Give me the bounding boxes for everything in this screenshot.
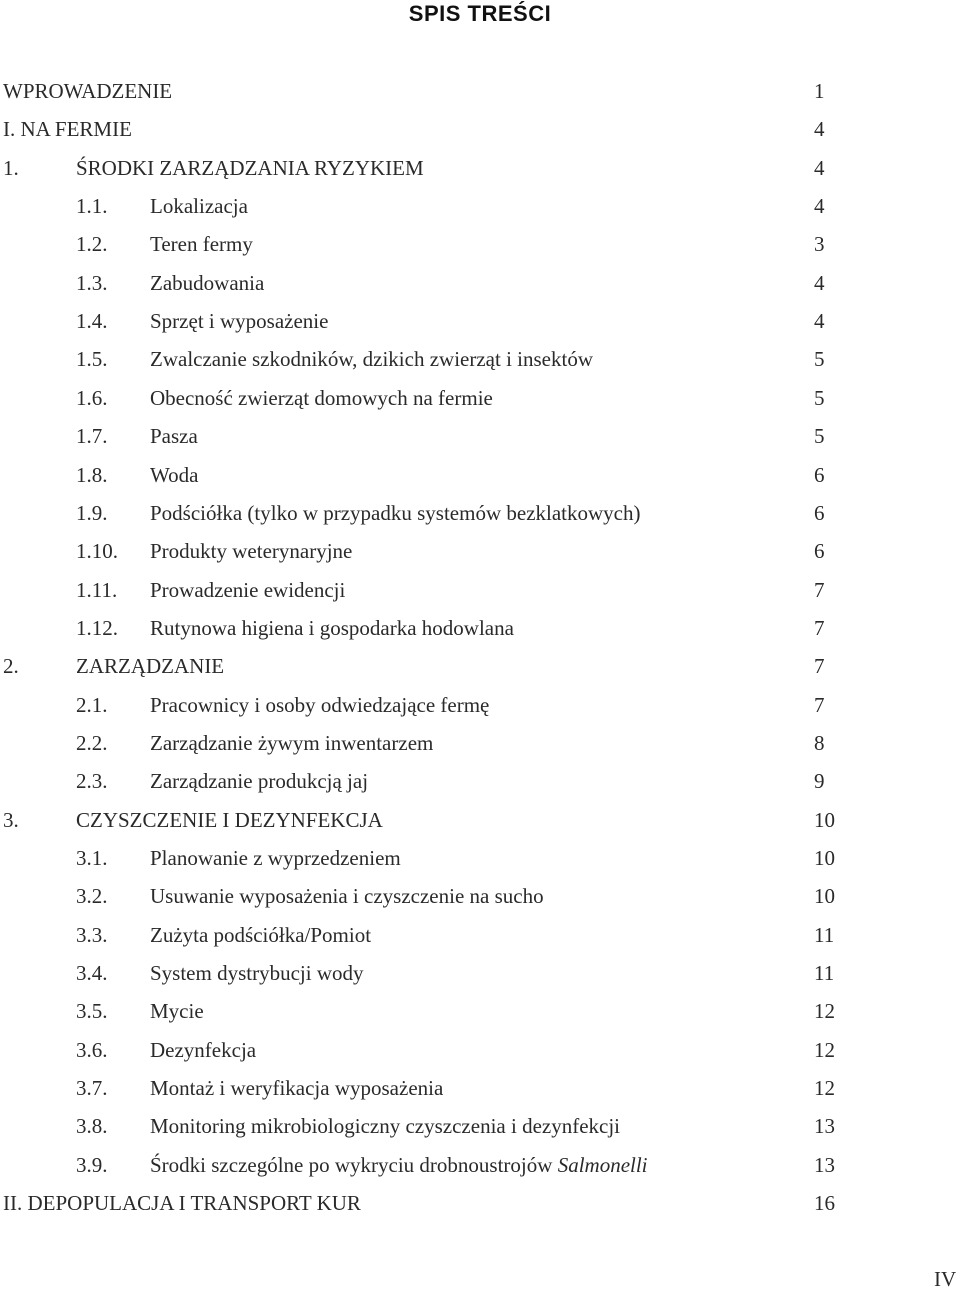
toc-entry[interactable] [0,225,960,263]
toc-entry-number: 1.3. [76,271,108,295]
toc-entry-label-text: Mycie [150,999,204,1023]
toc-entry-label [150,724,433,762]
toc-entry[interactable] [0,916,960,954]
toc-entry[interactable] [0,762,960,800]
toc-entry[interactable] [0,110,960,148]
toc-entry-number: 3.2. [76,884,108,908]
toc-entry-number: 3.6. [76,1038,108,1062]
toc-entry-label [3,1184,361,1222]
toc-entry[interactable] [0,1184,960,1222]
toc-entry-label-text: Produkty weterynaryjne [150,539,353,563]
toc-entry-label [3,110,132,148]
toc-entry-number: 1.8. [76,463,108,487]
toc-entry[interactable] [0,1031,960,1069]
toc-entry[interactable] [0,1069,960,1107]
toc-entry[interactable] [0,801,960,839]
toc-entry-label-text: Prowadzenie ewidencji [150,578,346,602]
toc-entry-number: 1.11. [76,578,118,602]
toc-entry-page: 6 [814,501,825,525]
toc-entry[interactable] [0,647,960,685]
toc-entry[interactable] [0,187,960,225]
toc-entry-page: 5 [814,347,825,371]
toc-entry-label-text: WPROWADZENIE [3,79,173,103]
toc-entry-page: 11 [814,923,835,947]
toc-entry-label-text: Lokalizacja [150,194,248,218]
toc-entry-number: 1.12. [76,616,118,640]
toc-entry-page: 4 [814,271,825,295]
toc-entry[interactable] [0,609,960,647]
toc-entry-page: 7 [814,616,825,640]
toc-entry-page: 16 [814,1191,835,1215]
toc-entry-label [150,1031,256,1069]
toc-entry-number: 1.2. [76,232,108,256]
toc-entry[interactable] [0,571,960,609]
toc-entry-label [150,379,493,417]
toc-entry-label [150,532,352,570]
toc-entry-number: 1.6. [76,386,108,410]
toc-entry-page: 11 [814,961,835,985]
toc-entry-page: 4 [814,309,825,333]
toc-entry[interactable] [0,877,960,915]
toc-entry[interactable] [0,1107,960,1145]
toc-entry[interactable] [0,686,960,724]
toc-entry-number: 2. [3,654,19,678]
toc-entry[interactable] [0,724,960,762]
toc-entry-number: 3.5. [76,999,108,1023]
toc-entry-label [150,187,248,225]
toc-entry-page: 5 [814,424,825,448]
toc-entry-page: 13 [814,1153,835,1177]
toc-entry-number: 3.4. [76,961,108,985]
toc-entry-label-text: Zarządzanie produkcją jaj [150,769,369,793]
toc-entry[interactable] [0,992,960,1030]
toc-entry-number: 1.7. [76,424,108,448]
toc-entry-page: 10 [814,808,835,832]
toc-entry-label-text: Pasza [150,424,198,448]
toc-entry-label-text: Obecność zwierząt domowych na fermie [150,386,493,410]
toc-entry-label-text: Środki szczególne po wykryciu drobnoustrojów [150,1153,553,1177]
toc-entry-number: 1.5. [76,347,108,371]
toc-entry-page: 4 [814,194,825,218]
toc-entry-label [150,839,401,877]
toc-entry-label-text: Sprzęt i wyposażenie [150,309,329,333]
toc-entry-label-text: I. NA FERMIE [3,117,132,141]
toc-entry-label [150,340,593,378]
toc-entry-page: 12 [814,999,835,1023]
page-number: IV [934,1267,957,1291]
toc-entry-label [76,801,383,839]
toc-entry-number: 1.9. [76,501,108,525]
toc-entry-page: 9 [814,769,825,793]
toc-entry-number: 1.1. [76,194,108,218]
toc-entry-page: 5 [814,386,825,410]
toc-entry-label [150,456,198,494]
toc-entry-label [150,877,544,915]
toc-entry-label-text: CZYSZCZENIE I DEZYNFEKCJA [76,808,383,832]
toc-entry[interactable] [0,264,960,302]
toc-entry[interactable] [0,1146,960,1184]
toc-entry-label-text: Woda [150,463,199,487]
toc-entry[interactable] [0,839,960,877]
toc-entry-label [150,762,368,800]
toc-entry-label [150,992,204,1030]
toc-entry-number: 3.8. [76,1114,108,1138]
toc-entry-page: 13 [814,1114,835,1138]
toc-entry[interactable] [0,954,960,992]
toc-entry-label [3,72,172,110]
toc-entry-label-text: Monitoring mikrobiologiczny czyszczenia i dezynfekcji [150,1114,621,1138]
toc-entry-label-text: Zarządzanie żywym inwentarzem [150,731,434,755]
toc-entry-label-text: Dezynfekcja [150,1038,257,1062]
toc-entry-label-text: System dystrybucji wody [150,961,364,985]
toc-entry[interactable] [0,456,960,494]
toc-entry-page: 3 [814,232,825,256]
toc-entry[interactable] [0,340,960,378]
toc-entry-label [150,916,371,954]
toc-entry-page: 7 [814,654,825,678]
toc-entry-label-text: Zabudowania [150,271,265,295]
toc-entry[interactable] [0,494,960,532]
toc-entry[interactable] [0,532,960,570]
toc-entry-page: 7 [814,693,825,717]
toc-entry-number: 3.3. [76,923,108,947]
toc-entry-label [150,571,345,609]
toc-entry-label-text: Pracownicy i osoby odwiedzające fermę [150,693,490,717]
toc-entry-label-text: Rutynowa higiena i gospodarka hodowlana [150,616,514,640]
toc-entry-number: 3.7. [76,1076,108,1100]
toc-entry-page: 1 [814,79,825,103]
toc-entry-label [76,149,424,187]
toc-entry-label [150,954,364,992]
toc-entry-label-text: Montaż i weryfikacja wyposażenia [150,1076,444,1100]
toc-entry[interactable] [0,417,960,455]
toc-entry-label-text: Teren fermy [150,232,253,256]
toc-entry[interactable] [0,149,960,187]
toc-entry-label [150,264,264,302]
toc-entry[interactable] [0,379,960,417]
toc-entry-page: 10 [814,846,835,870]
toc-entry-page: 12 [814,1076,835,1100]
toc-entry-number: 1. [3,156,19,180]
toc-entry-label [150,1107,620,1145]
toc-entry-page: 6 [814,539,825,563]
toc-entry-page: 6 [814,463,825,487]
toc-entry-label-text: Planowanie z wyprzedzeniem [150,846,401,870]
toc-entry-label [150,609,514,647]
toc-entry-label-text: Usuwanie wyposażenia i czyszczenie na sucho [150,884,544,908]
toc-entry-number: 1.10. [76,539,118,563]
toc-entry-label [150,1069,443,1107]
toc-entry-label [150,494,641,532]
toc-entry-label-text: Zużyta podściółka/Pomiot [150,923,372,947]
toc-entry-label-text: ŚRODKI ZARZĄDZANIA RYZYKIEM [76,156,424,180]
toc-entry-number: 2.2. [76,731,108,755]
toc-entry-label [76,647,224,685]
toc-entry-label [150,302,328,340]
toc-entry-number: 3.9. [76,1153,108,1177]
toc-entry-number: 3. [3,808,19,832]
toc-entry-label-text: Podściółka (tylko w przypadku systemów bezklatkowych) [150,501,641,525]
toc-entry-label-text: II. DEPOPULACJA I TRANSPORT KUR [3,1191,361,1215]
toc-entry-label [150,225,253,263]
toc-entry-page: 4 [814,117,825,141]
toc-entry[interactable] [0,72,960,110]
toc-entry-label [150,686,489,724]
toc-entry-label [150,417,198,455]
toc-entry-page: 7 [814,578,825,602]
toc-entry-number: 2.3. [76,769,108,793]
toc-entry-number: 2.1. [76,693,108,717]
toc-entry-number: 3.1. [76,846,108,870]
toc-entry-label-text: ZARZĄDZANIE [76,654,225,678]
toc-entry-label-text: Zwalczanie szkodników, dzikich zwierząt i insektów [150,347,593,371]
toc-entry-page: 10 [814,884,835,908]
toc-entry-label [150,1146,648,1184]
toc-entry[interactable] [0,302,960,340]
toc-entry-page: 8 [814,731,825,755]
toc-entry-page: 4 [814,156,825,180]
page-title: SPIS TREŚCI [408,1,552,26]
toc-entry-page: 12 [814,1038,835,1062]
toc-entry-label-italic: Salmonelli [557,1153,648,1177]
toc-entry-number: 1.4. [76,309,108,333]
